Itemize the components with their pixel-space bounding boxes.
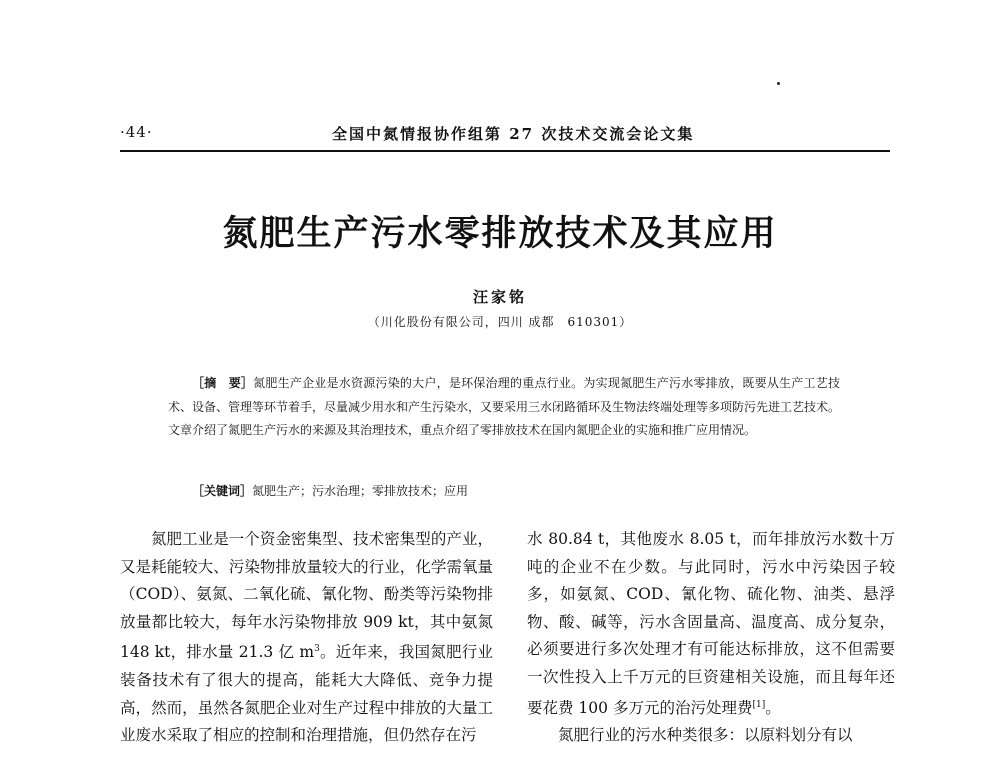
author-affiliation: （川化股份有限公司，四川 成都 610301） <box>367 315 633 329</box>
keywords-label: ［关键词］ <box>192 484 253 498</box>
page-number: ·44· <box>120 123 153 141</box>
scan-speck <box>777 82 780 85</box>
body-column-left <box>120 526 493 750</box>
keywords <box>168 480 840 502</box>
abstract-text: 氮肥生产企业是水资源污染的大户，是环保治理的重点行业。为实现氮肥生产污水零排放，既要从生产工艺技术、设备、管理等环节着手，尽量减少用水和产生污染水，又要采用三水闭路循环及生物法终端处理等多项防污先进工艺技术。文章介绍了氮肥生产污水的来源及其治理技术，重点介绍了零排放技术在国内氮肥企业的实施和推广应用情况。 <box>168 376 841 437</box>
author-name: 汪家铭 <box>472 288 527 306</box>
body-text: 。 <box>765 698 781 717</box>
body-paragraph <box>527 526 895 722</box>
reference-marker: [1] <box>752 699 766 710</box>
header-rule <box>120 150 890 152</box>
body-paragraph <box>120 526 493 750</box>
superscript: 3 <box>314 644 320 655</box>
body-paragraph <box>527 722 895 750</box>
article-title: 氮肥生产污水零排放技术及其应用 <box>222 213 778 254</box>
running-header-row <box>120 121 890 147</box>
body-text: 氮肥工业是一个资金密集型、技术密集型的产业，又是耗能较大、污染物排放量较大的行业，化学需氧量（COD）、氨氮、二氧化硫、氰化物、酚类等污染物排放量都比较大，每年水污染物排放 909 kt，其中氨氮 148 kt，排水量 21.3 亿 m <box>120 530 493 662</box>
body-column-right <box>527 526 895 750</box>
body-text: 。近年来，我国氮肥行业装备技术有了很大的提高，能耗大大降低、竞争力提高，然而，虽然各氮肥企业对生产过程中排放的大量工业废水采取了相应的控制和治理措施，但仍然存在污 <box>120 643 493 745</box>
abstract <box>168 372 840 443</box>
body-text: 水 80.84 t，其他废水 8.05 t，而年排放污水数十万吨的企业不在少数。与此同时，污水中污染因子较多，如氨氮、COD、氰化物、硫化物、油类、悬浮物、酸、碱等，污水含固量高、温度高、成分复杂，必须要进行多次处理才有可能达标排放，这不但需要一次性投入上千万元的巨资建相关设施，而且每年还要花费 100 多万元的治污处理费 <box>527 530 895 717</box>
running-header-title: 全国中氮情报协作组第 27 次技术交流会论文集 <box>332 125 695 143</box>
body-text: 氮肥行业的污水种类很多：以原料划分有以 <box>558 726 853 745</box>
keywords-text: 氮肥生产；污水治理；零排放技术；应用 <box>252 484 469 498</box>
abstract-label: ［摘 要］ <box>192 376 254 390</box>
